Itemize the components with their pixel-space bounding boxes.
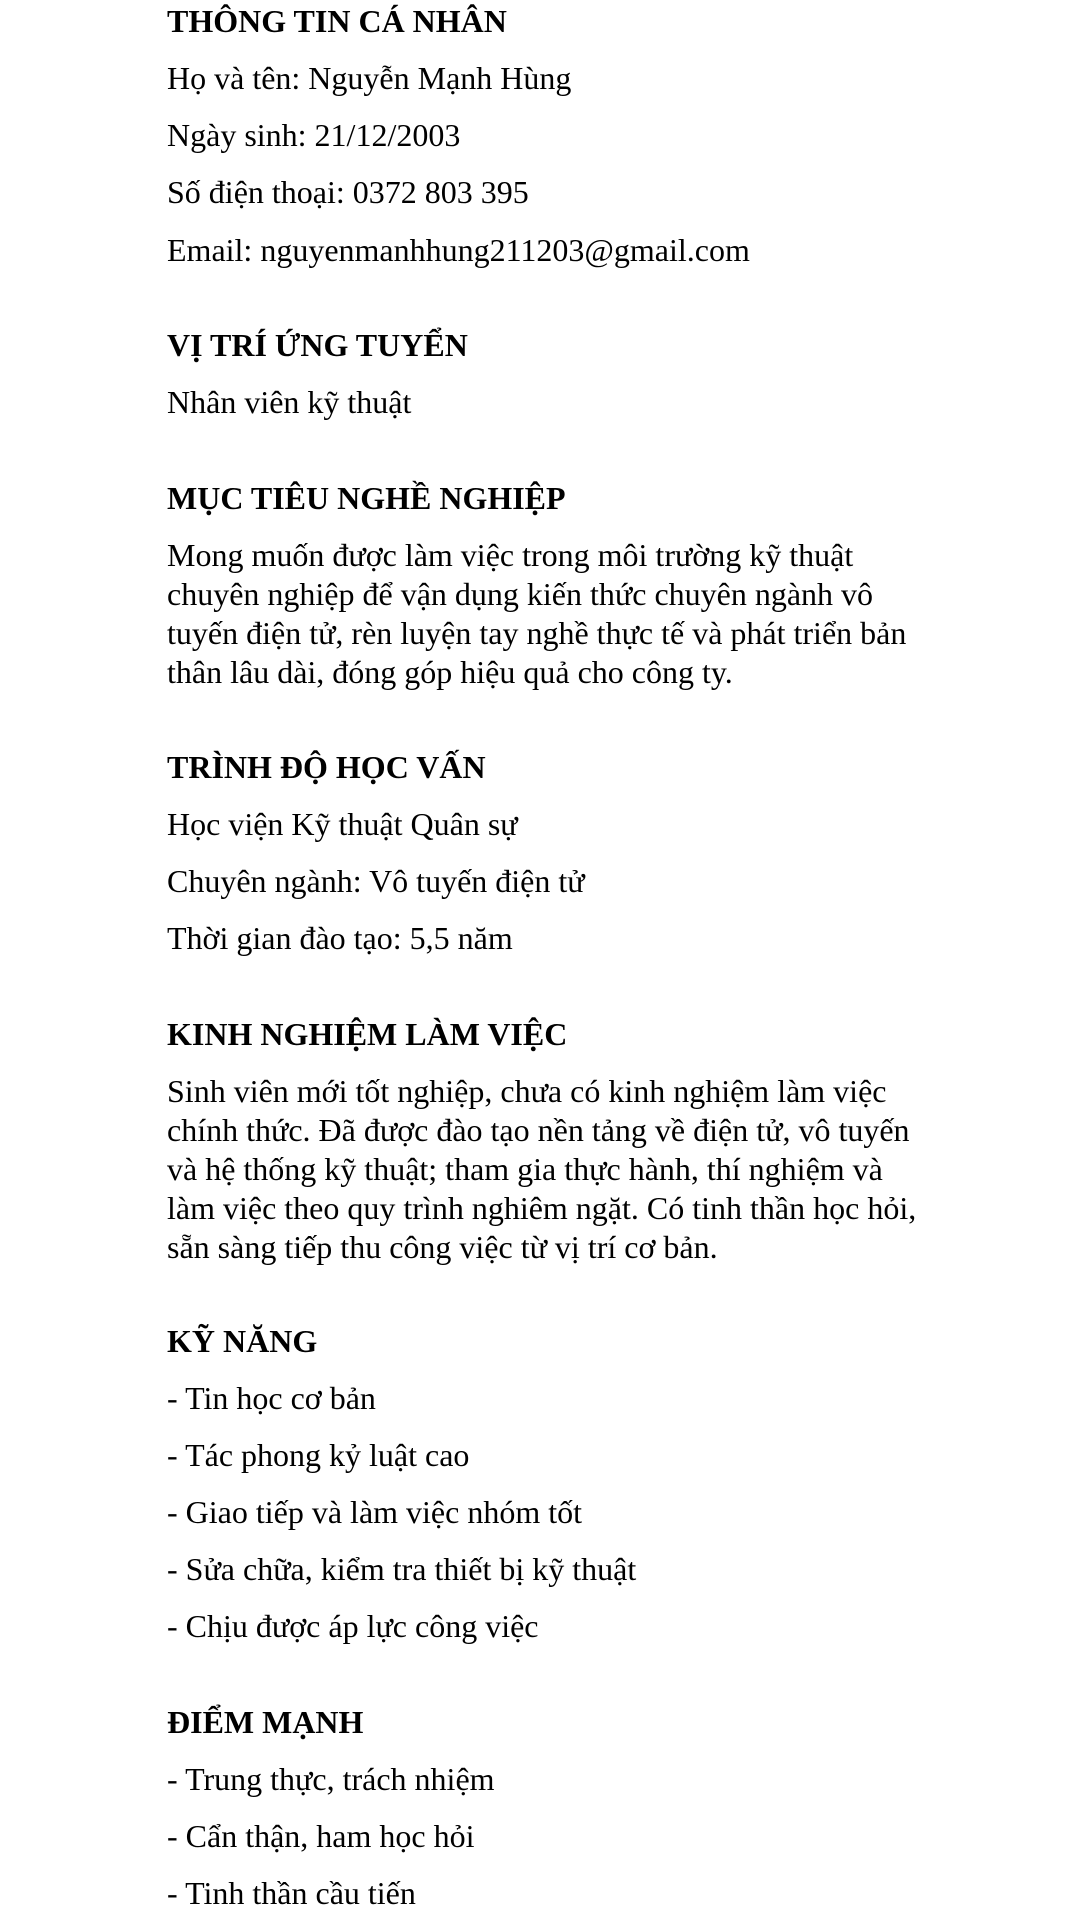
- full-name: Họ và tên: Nguyễn Mạnh Hùng: [167, 60, 572, 96]
- skill-item: - Tác phong kỷ luật cao: [167, 1437, 470, 1473]
- section-title-strengths: ĐIỂM MẠNH: [167, 1704, 364, 1740]
- section-title-career-objective: MỤC TIÊU NGHỀ NGHIỆP: [167, 480, 566, 516]
- skill-item: - Tin học cơ bản: [167, 1380, 376, 1416]
- phone-number: Số điện thoại: 0372 803 395: [167, 174, 529, 210]
- position-value: Nhân viên kỹ thuật: [167, 384, 412, 420]
- career-objective-line: Mong muốn được làm việc trong môi trường kỹ thuật: [167, 537, 854, 573]
- skill-item: - Sửa chữa, kiểm tra thiết bị kỹ thuật: [167, 1551, 637, 1587]
- career-objective-line: thân lâu dài, đóng góp hiệu quả cho công ty.: [167, 654, 733, 690]
- experience-line: Sinh viên mới tốt nghiệp, chưa có kinh nghiệm làm việc: [167, 1073, 887, 1109]
- section-title-personal-info: THÔNG TIN CÁ NHÂN: [167, 3, 507, 39]
- education-school: Học viện Kỹ thuật Quân sự: [167, 806, 518, 842]
- experience-paragraph: [167, 1072, 916, 1267]
- skill-item: - Chịu được áp lực công việc: [167, 1608, 539, 1644]
- experience-line: sẵn sàng tiếp thu công việc từ vị trí cơ bản.: [167, 1229, 718, 1265]
- section-title-position: VỊ TRÍ ỨNG TUYỂN: [167, 327, 468, 363]
- career-objective-line: tuyến điện tử, rèn luyện tay nghề thực tế và phát triển bản: [167, 615, 907, 651]
- strength-item: - Trung thực, trách nhiệm: [167, 1761, 495, 1797]
- section-title-skills: KỸ NĂNG: [167, 1323, 318, 1359]
- career-objective-line: chuyên nghiệp để vận dụng kiến thức chuyên ngành vô: [167, 576, 874, 612]
- experience-line: làm việc theo quy trình nghiêm ngặt. Có tinh thần học hỏi,: [167, 1190, 917, 1226]
- strength-item: - Cẩn thận, ham học hỏi: [167, 1818, 475, 1854]
- experience-line: chính thức. Đã được đào tạo nền tảng về điện tử, vô tuyến: [167, 1112, 910, 1148]
- strength-item: - Tinh thần cầu tiến: [167, 1875, 416, 1911]
- section-title-experience: KINH NGHIỆM LÀM VIỆC: [167, 1016, 568, 1052]
- experience-line: và hệ thống kỹ thuật; tham gia thực hành, thí nghiệm và: [167, 1151, 883, 1187]
- email: Email: nguyenmanhhung211203@gmail.com: [167, 232, 750, 268]
- education-duration: Thời gian đào tạo: 5,5 năm: [167, 920, 513, 956]
- skill-item: - Giao tiếp và làm việc nhóm tốt: [167, 1494, 582, 1530]
- career-objective-paragraph: [167, 536, 906, 692]
- date-of-birth: Ngày sinh: 21/12/2003: [167, 117, 461, 153]
- section-title-education: TRÌNH ĐỘ HỌC VẤN: [167, 749, 486, 785]
- education-major: Chuyên ngành: Vô tuyến điện tử: [167, 863, 585, 899]
